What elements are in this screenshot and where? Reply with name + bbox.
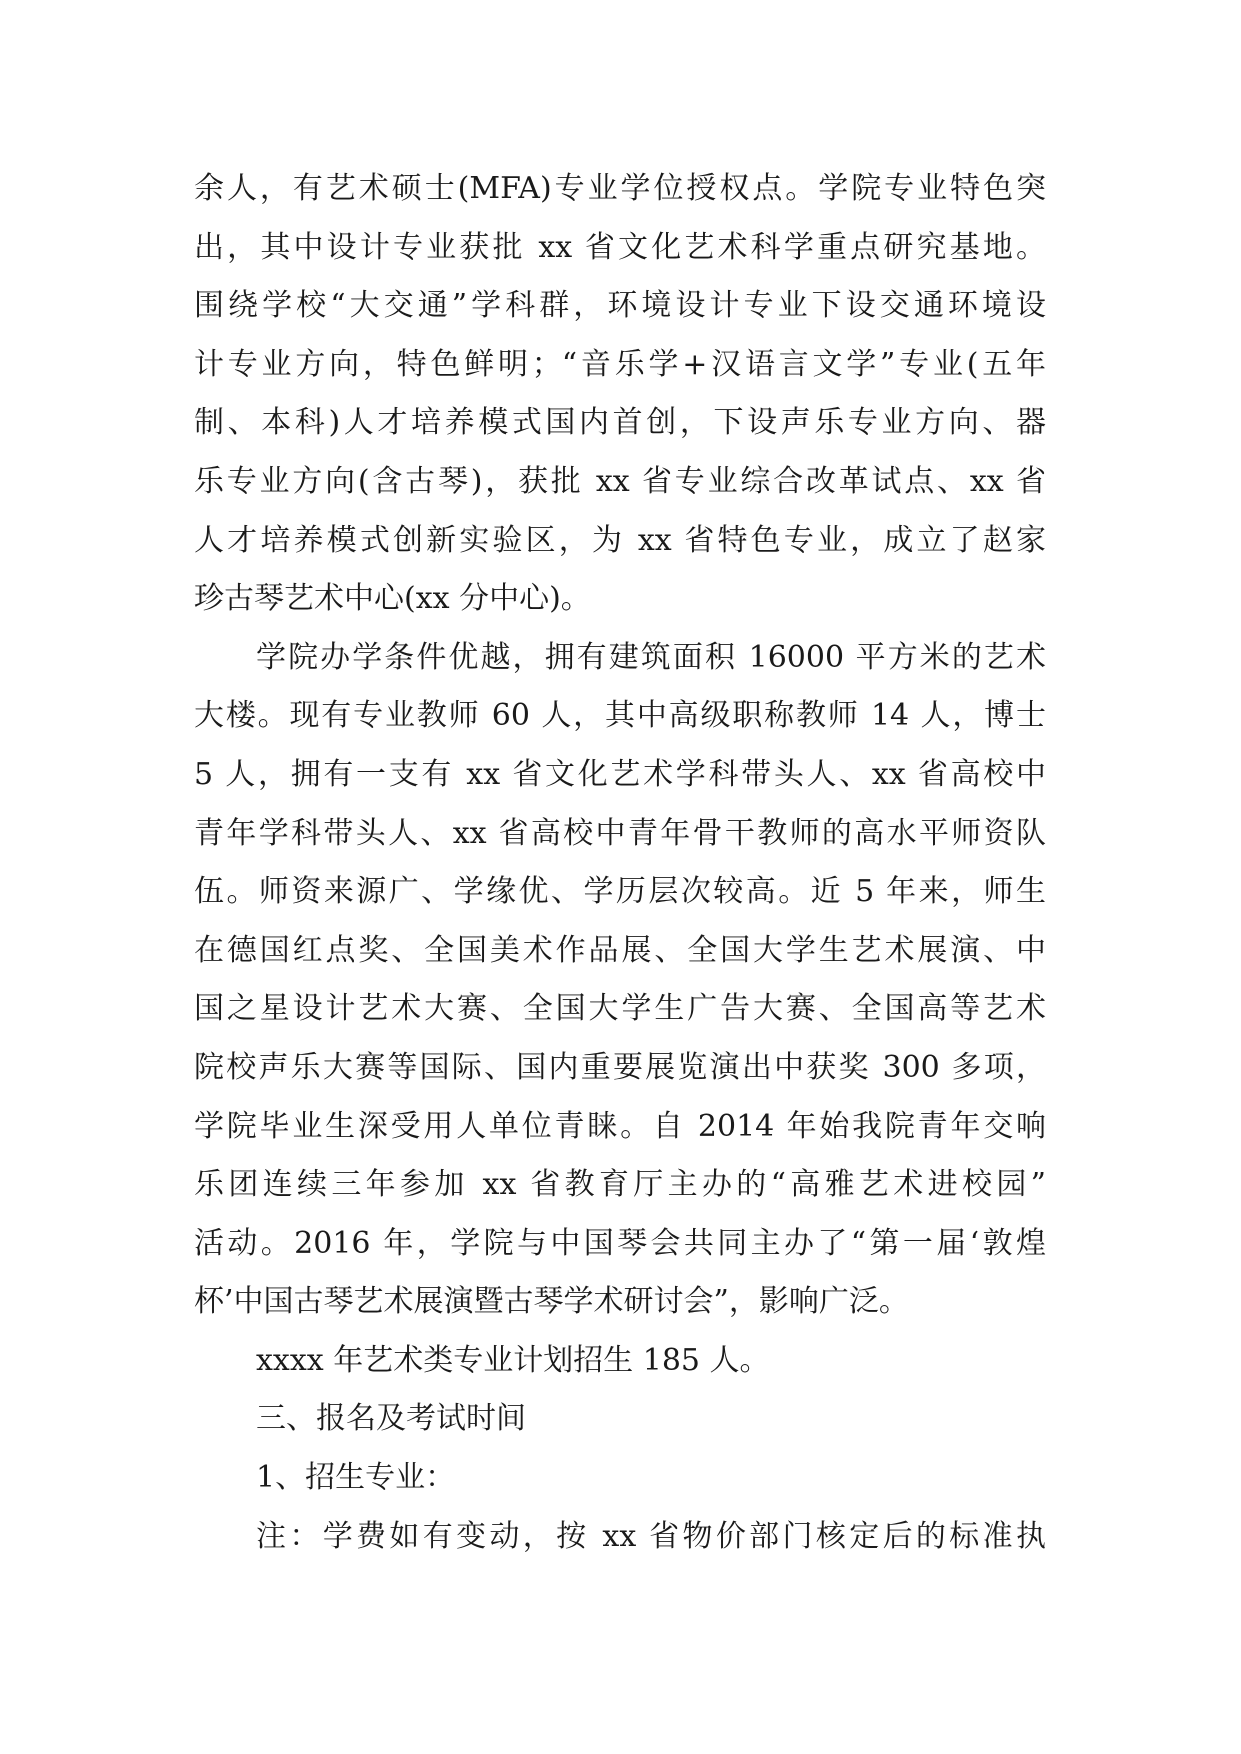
text-line: 学院毕业生深受用人单位青睐。自 2014 年始我院青年交响 <box>194 1108 1046 1144</box>
text-line: 在德国红点奖、全国美术作品展、全国大学生艺术展演、中 <box>194 932 1046 968</box>
subsection-heading: 1、招生专业： <box>256 1460 456 1496</box>
text-line: 5 人，拥有一支有 xx 省文化艺术学科带头人、xx 省高校中 <box>194 756 1046 792</box>
text-line: 院校声乐大赛等国际、国内重要展览演出中获奖 300 多项， <box>194 1049 1046 1085</box>
enrollment-plan-line: xxxx 年艺术类专业计划招生 185 人。 <box>256 1342 770 1378</box>
text-line: 制、本科)人才培养模式国内首创，下设声乐专业方向、器 <box>194 405 1046 441</box>
text-line: 出，其中设计专业获批 xx 省文化艺术科学重点研究基地。 <box>194 229 1046 265</box>
text-line: 乐专业方向(含古琴)，获批 xx 省专业综合改革试点、xx 省 <box>194 463 1046 499</box>
text-line: 伍。师资来源广、学缘优、学历层次较高。近 5 年来，师生 <box>194 874 1046 910</box>
text-line: 青年学科带头人、xx 省高校中青年骨干教师的高水平师资队 <box>194 815 1046 851</box>
text-line: 珍古琴艺术中心(xx 分中心)。 <box>194 581 591 617</box>
text-line: 国之星设计艺术大赛、全国大学生广告大赛、全国高等艺术 <box>194 991 1046 1027</box>
text-line: 活动。2016 年，学院与中国琴会共同主办了“第一届‘敦煌 <box>194 1225 1046 1261</box>
text-line: 大楼。现有专业教师 60 人，其中高级职称教师 14 人，博士 <box>194 698 1046 734</box>
note-line: 注：学费如有变动，按 xx 省物价部门核定后的标准执 <box>256 1518 1046 1554</box>
text-line: 乐团连续三年参加 xx 省教育厅主办的“高雅艺术进校园” <box>194 1167 1046 1203</box>
text-line: 余人，有艺术硕士(MFA)专业学位授权点。学院专业特色突 <box>194 171 1046 206</box>
text-line: 围绕学校“大交通”学科群，环境设计专业下设交通环境设 <box>194 288 1046 324</box>
text-line: 杯’中国古琴艺术展演暨古琴学术研讨会”，影响广泛。 <box>194 1284 909 1320</box>
body-text <box>194 160 1046 1566</box>
section-heading: 三、报名及考试时间 <box>256 1401 526 1437</box>
text-line: 人才培养模式创新实验区，为 xx 省特色专业，成立了赵家 <box>194 522 1046 558</box>
paragraph-first-line: 学院办学条件优越，拥有建筑面积 16000 平方米的艺术 <box>256 639 1046 675</box>
text-line: 计专业方向，特色鲜明；“音乐学+汉语言文学”专业(五年 <box>194 346 1046 382</box>
